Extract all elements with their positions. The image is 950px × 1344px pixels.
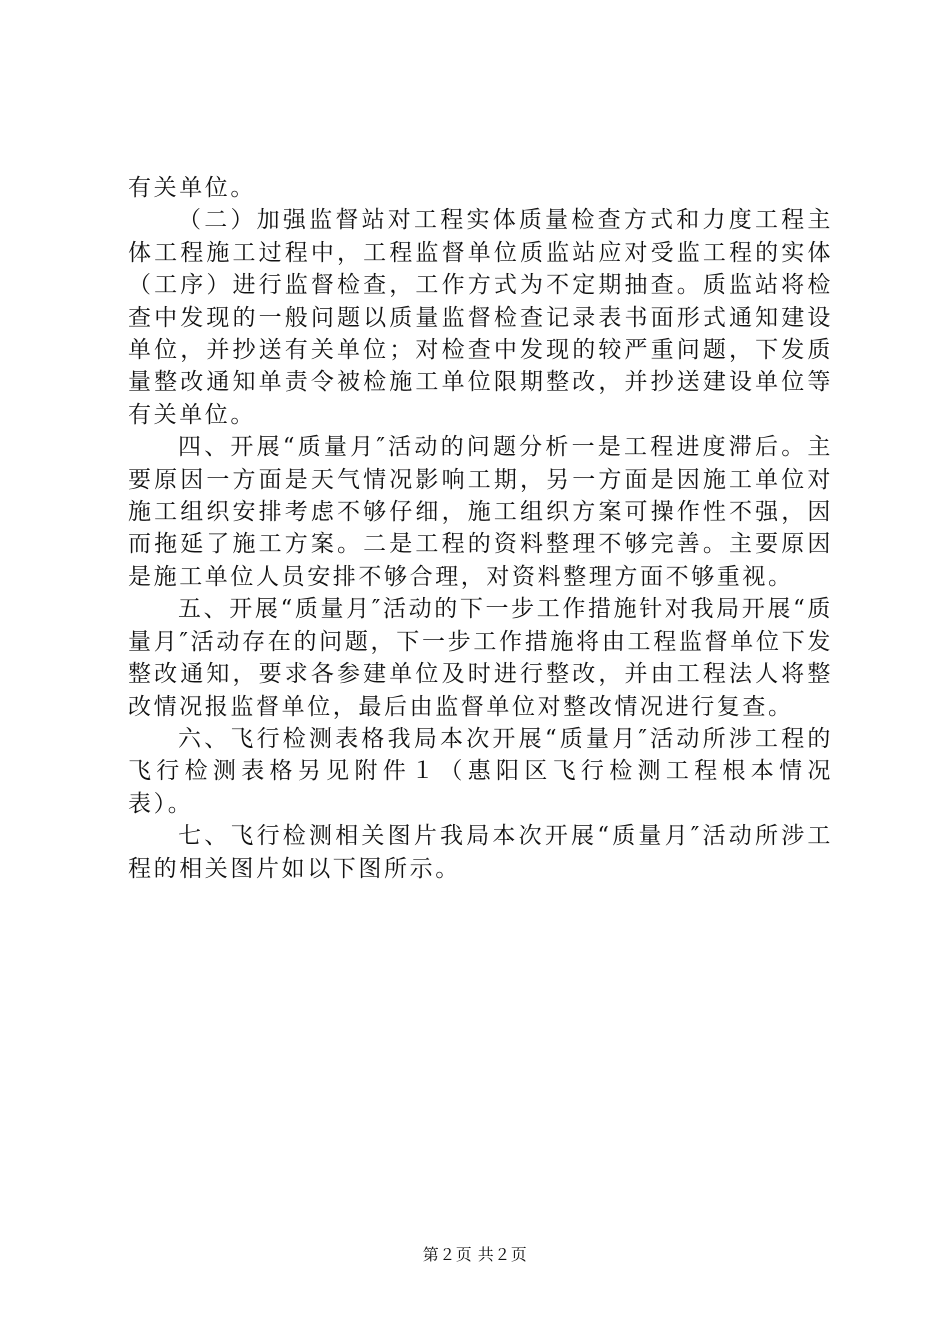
paragraph-section-four: 四、开展“质量月″活动的问题分析一是工程进度滞后。主要原因一方面是天气情况影响工期，另一方面是因施工单位对施工组织安排考虑不够仔细，施工组织方案可操作性不强，因而拖延了施工方案。二是工程的资料整理不够完善。主要原因是施工单位人员安排不够合理，对资料整理方面不够重视。 bbox=[128, 434, 833, 590]
paragraph-section-2: （二）加强监督站对工程实体质量检查方式和力度工程主体工程施工过程中，工程监督单位质监站应对受监工程的实体（工序）进行监督检查，工作方式为不定期抽查。质监站将检查中发现的一般问题以质量监督检查记录表书面形式通知建设单位，并抄送有关单位；对检查中发现的较严重问题，下发质量整改通知单责令被检施工单位限期整改，并抄送建设单位等有关单位。 bbox=[128, 207, 833, 428]
paragraph-section-six: 六、飞行检测表格我局本次开展“质量月″活动所涉工程的飞行检测表格另见附件１（惠阳区飞行检测工程根本情况表）。 bbox=[128, 725, 833, 817]
page-number-footer: 第２页 共２页 bbox=[422, 1245, 528, 1264]
paragraph-section-seven: 七、飞行检测相关图片我局本次开展“质量月″活动所涉工程的相关图片如以下图所示。 bbox=[128, 823, 833, 882]
paragraph-continuation: 有关单位。 bbox=[128, 175, 256, 201]
paragraph-section-five: 五、开展“质量月″活动的下一步工作措施针对我局开展“质量月″活动存在的问题，下一步工作措施将由工程监督单位下发整改通知，要求各参建单位及时进行整改，并由工程法人将整改情况报监督单位，最后由监督单位对整改情况进行复查。 bbox=[128, 596, 833, 720]
document-body bbox=[128, 172, 833, 885]
